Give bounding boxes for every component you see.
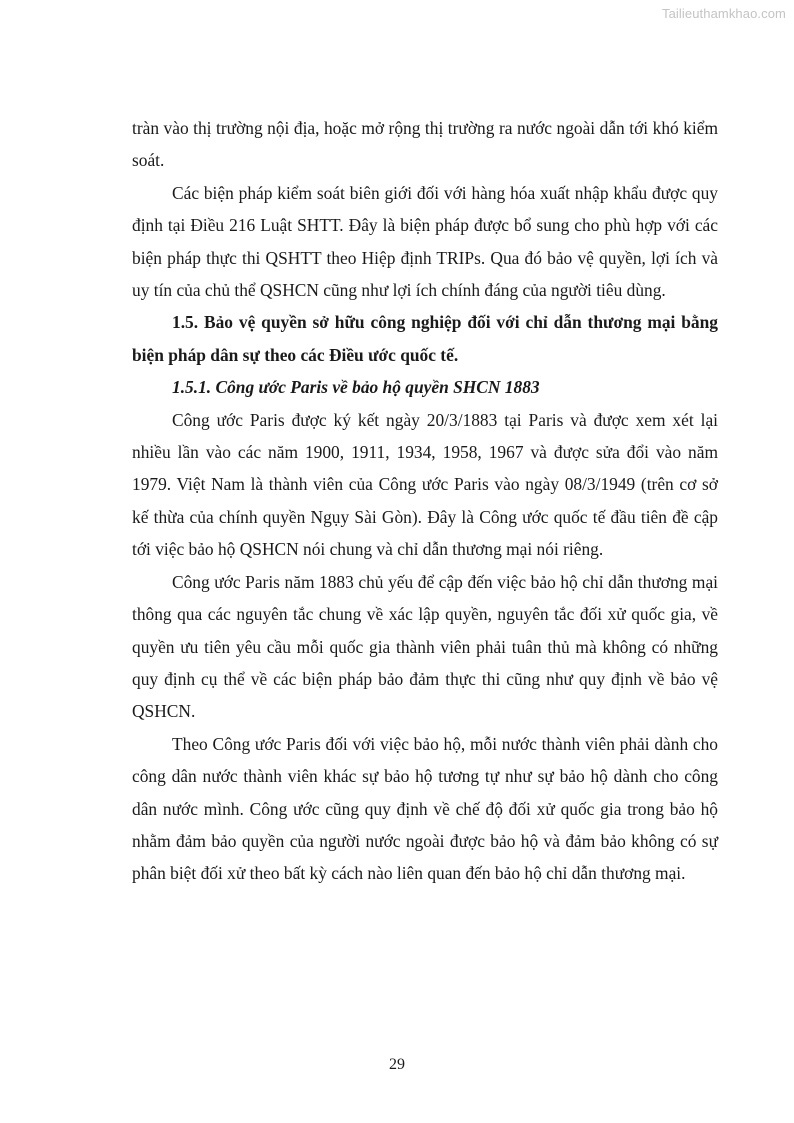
paragraph-paris-convention-scope: Công ước Paris năm 1883 chủ yếu để cập đến việc bảo hộ chỉ dẫn thương mại thông qua các nguyên tắc chung về xác lập quyền, nguyên tắc đối xử quốc gia, về quyền ưu tiên yêu cầu mỗi quốc gia thành viên phải tuân thủ mà không có những quy định cụ thể về các biện pháp bảo đảm thực thi cũng như quy định về bảo vệ QSHCN. <box>132 571 718 722</box>
page-number: 29 <box>389 1056 405 1073</box>
paragraph-paris-convention-history: Công ước Paris được ký kết ngày 20/3/1883 tại Paris và được xem xét lại nhiều lần vào các năm 1900, 1911, 1934, 1958, 1967 và được sửa đổi vào năm 1979. Việt Nam là thành viên của Công ước Paris vào ngày 08/3/1949 (trên cơ sở kế thừa của chính quyền Ngụy Sài Gòn). Đây là Công ước quốc tế đầu tiên đề cập tới việc bảo hộ QSHCN nói chung và chỉ dẫn thương mại nói riêng. <box>132 409 718 560</box>
document-body <box>132 112 718 890</box>
section-heading-1-5: 1.5. Bảo vệ quyền sở hữu công nghiệp đối với chỉ dẫn thương mại bằng biện pháp dân sự theo các Điều ước quốc tế. <box>132 312 718 365</box>
paragraph-continuation: tràn vào thị trường nội địa, hoặc mở rộng thị trường ra nước ngoài dẫn tới khó kiểm soát. <box>132 118 718 171</box>
paragraph-national-treatment: Theo Công ước Paris đối với việc bảo hộ, mỗi nước thành viên phải dành cho công dân nước thành viên khác sự bảo hộ tương tự như sự bảo hộ dành cho công dân nước mình. Công ước cũng quy định về chế độ đối xử quốc gia trong bảo hộ nhằm đảm bảo quyền của người nước ngoài được bảo hộ và đảm bảo không có sự phân biệt đối xử theo bất kỳ cách nào liên quan đến bảo hộ chỉ dẫn thương mại. <box>132 733 718 884</box>
subsection-heading-1-5-1: 1.5.1. Công ước Paris về bảo hộ quyền SHCN 1883 <box>172 377 540 398</box>
paragraph-border-control: Các biện pháp kiểm soát biên giới đối với hàng hóa xuất nhập khẩu được quy định tại Điều 216 Luật SHTT. Đây là biện pháp được bổ sung cho phù hợp với các biện pháp thực thi QSHTT theo Hiệp định TRIPs. Qua đó bảo vệ quyền, lợi ích và uy tín của chủ thể QSHCN cũng như lợi ích chính đáng của người tiêu dùng. <box>132 182 718 301</box>
watermark: Tailieuthamkhao.com <box>661 6 786 21</box>
